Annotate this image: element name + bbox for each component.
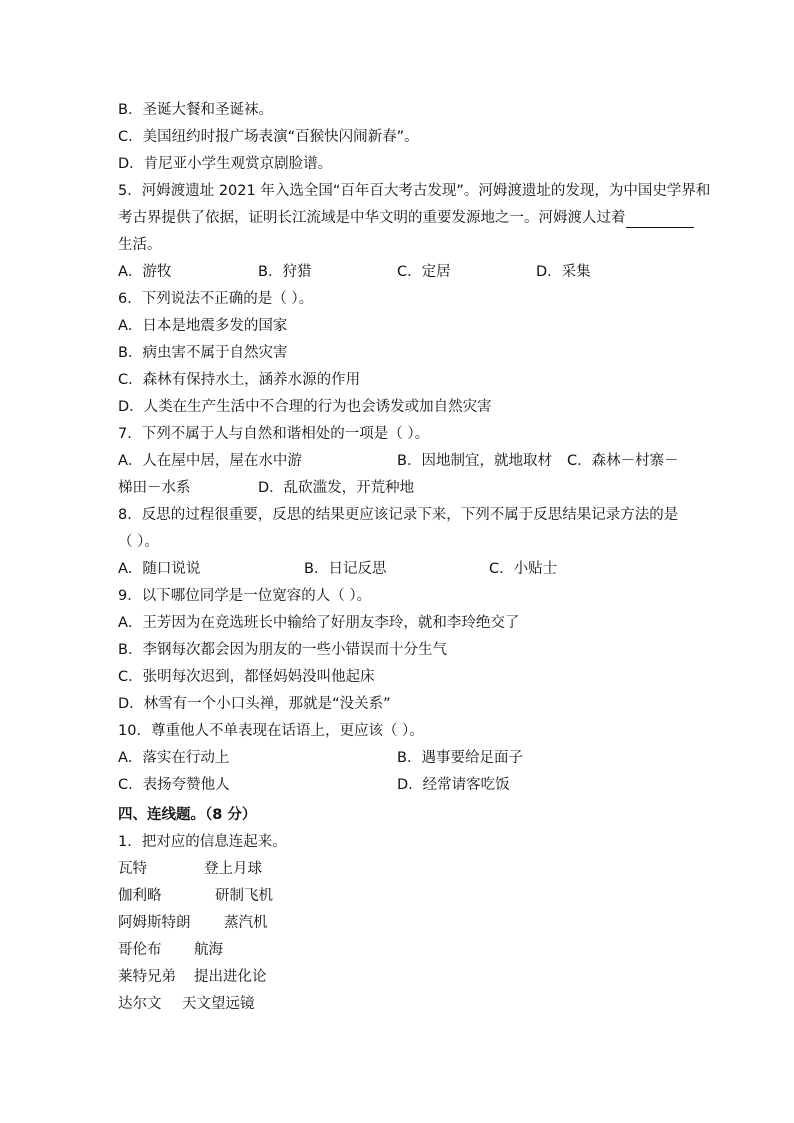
q6-option-b: B．病虫害不属于自然灾害 (118, 345, 288, 361)
matching-left-item: 莱特兄弟 (118, 969, 176, 985)
q7-option-b: B．因地制宜，就地取材 (397, 453, 552, 469)
q5-option-c: C．定居 (397, 264, 451, 280)
q5-stem-line3: 生活。 (118, 237, 162, 253)
matching-question-stem: 1．把对应的信息连起来。 (118, 834, 287, 850)
matching-right-item: 登上月球 (204, 861, 262, 877)
q9-stem: 9．以下哪位同学是一位宽容的人（ ）。 (118, 588, 372, 604)
q8-option-c: C．小贴士 (489, 561, 558, 577)
q4-option-d: D．肯尼亚小学生观赏京剧脸谱。 (118, 156, 333, 172)
q10-option-a: A．落实在行动上 (118, 750, 230, 766)
q7-stem: 7．下列不属于人与自然和谐相处的一项是（ ）。 (118, 426, 430, 442)
q4-option-b: B．圣诞大餐和圣诞袜。 (118, 102, 273, 118)
q5-stem-line2 (118, 208, 694, 228)
section-heading: 四、连线题。（8 分） (118, 807, 257, 823)
matching-right-item: 天文望远镜 (182, 996, 255, 1012)
q9-option-b: B．李钢每次都会因为朋友的一些小错误而十分生气 (118, 642, 447, 658)
matching-left-item: 瓦特 (118, 861, 147, 877)
matching-left-item: 达尔文 (118, 996, 162, 1012)
q10-stem: 10．尊重他人不单表现在话语上，更应该（ ）。 (118, 723, 424, 739)
matching-right-item: 研制飞机 (215, 888, 273, 904)
q7-option-a: A．人在屋中居，屋在水中游 (118, 453, 302, 469)
q9-option-c: C．张明每次迟到，都怪妈妈没叫他起床 (118, 669, 375, 685)
q7-option-c: C．森林－村寨－ (567, 453, 679, 469)
matching-right-item: 航海 (194, 942, 223, 958)
q8-stem-line1: 8．反思的过程很重要，反思的结果更应该记录下来，下列不属于反思结果记录方法的是 (118, 507, 679, 523)
q10-option-d: D．经常请客吃饭 (397, 777, 510, 793)
matching-left-item: 阿姆斯特朗 (118, 915, 191, 931)
q5-stem-line2-text: 考古界提供了依据，证明长江流域是中华文明的重要发源地之一。河姆渡人过着 (118, 210, 626, 226)
q10-option-c: C．表扬夸赞他人 (118, 777, 230, 793)
q8-stem-line2: （ ）。 (118, 534, 159, 550)
q5-option-b: B．狩猎 (258, 264, 312, 280)
q5-answer-blank (626, 211, 694, 228)
q6-option-a: A．日本是地震多发的国家 (118, 318, 288, 334)
q5-option-d: D．采集 (536, 264, 591, 280)
q6-option-c: C．森林有保持水土，涵养水源的作用 (118, 372, 361, 388)
q6-option-d: D．人类在生产生活中不合理的行为也会诱发或加自然灾害 (118, 399, 492, 415)
q8-option-b: B．日记反思 (304, 561, 387, 577)
q5-option-a: A．游牧 (118, 264, 172, 280)
q6-stem: 6．下列说法不正确的是（ ）。 (118, 291, 314, 307)
q7-option-d: D．乱砍滥发，开荒种地 (258, 480, 415, 496)
q7-option-c-continued: 梯田－水系 (118, 480, 191, 496)
q10-option-b: B．遇事要给足面子 (397, 750, 523, 766)
q9-option-a: A．王芳因为在竞选班长中输给了好朋友李玲，就和李玲绝交了 (118, 615, 520, 631)
matching-right-item: 蒸汽机 (224, 915, 268, 931)
matching-left-item: 哥伦布 (118, 942, 162, 958)
q4-option-c: C．美国纽约时报广场表演“百猴快闪闹新春”。 (118, 129, 419, 145)
q9-option-d: D．林雪有一个小口头禅，那就是“没关系” (118, 696, 391, 712)
q8-option-a: A．随口说说 (118, 561, 201, 577)
q5-stem-line1: 5．河姆渡遗址 2021 年入选全国“百年百大考古发现”。河姆渡遗址的发现，为中国史学界和 (118, 183, 711, 199)
matching-right-item: 提出进化论 (194, 969, 267, 985)
matching-left-item: 伽利略 (118, 888, 162, 904)
